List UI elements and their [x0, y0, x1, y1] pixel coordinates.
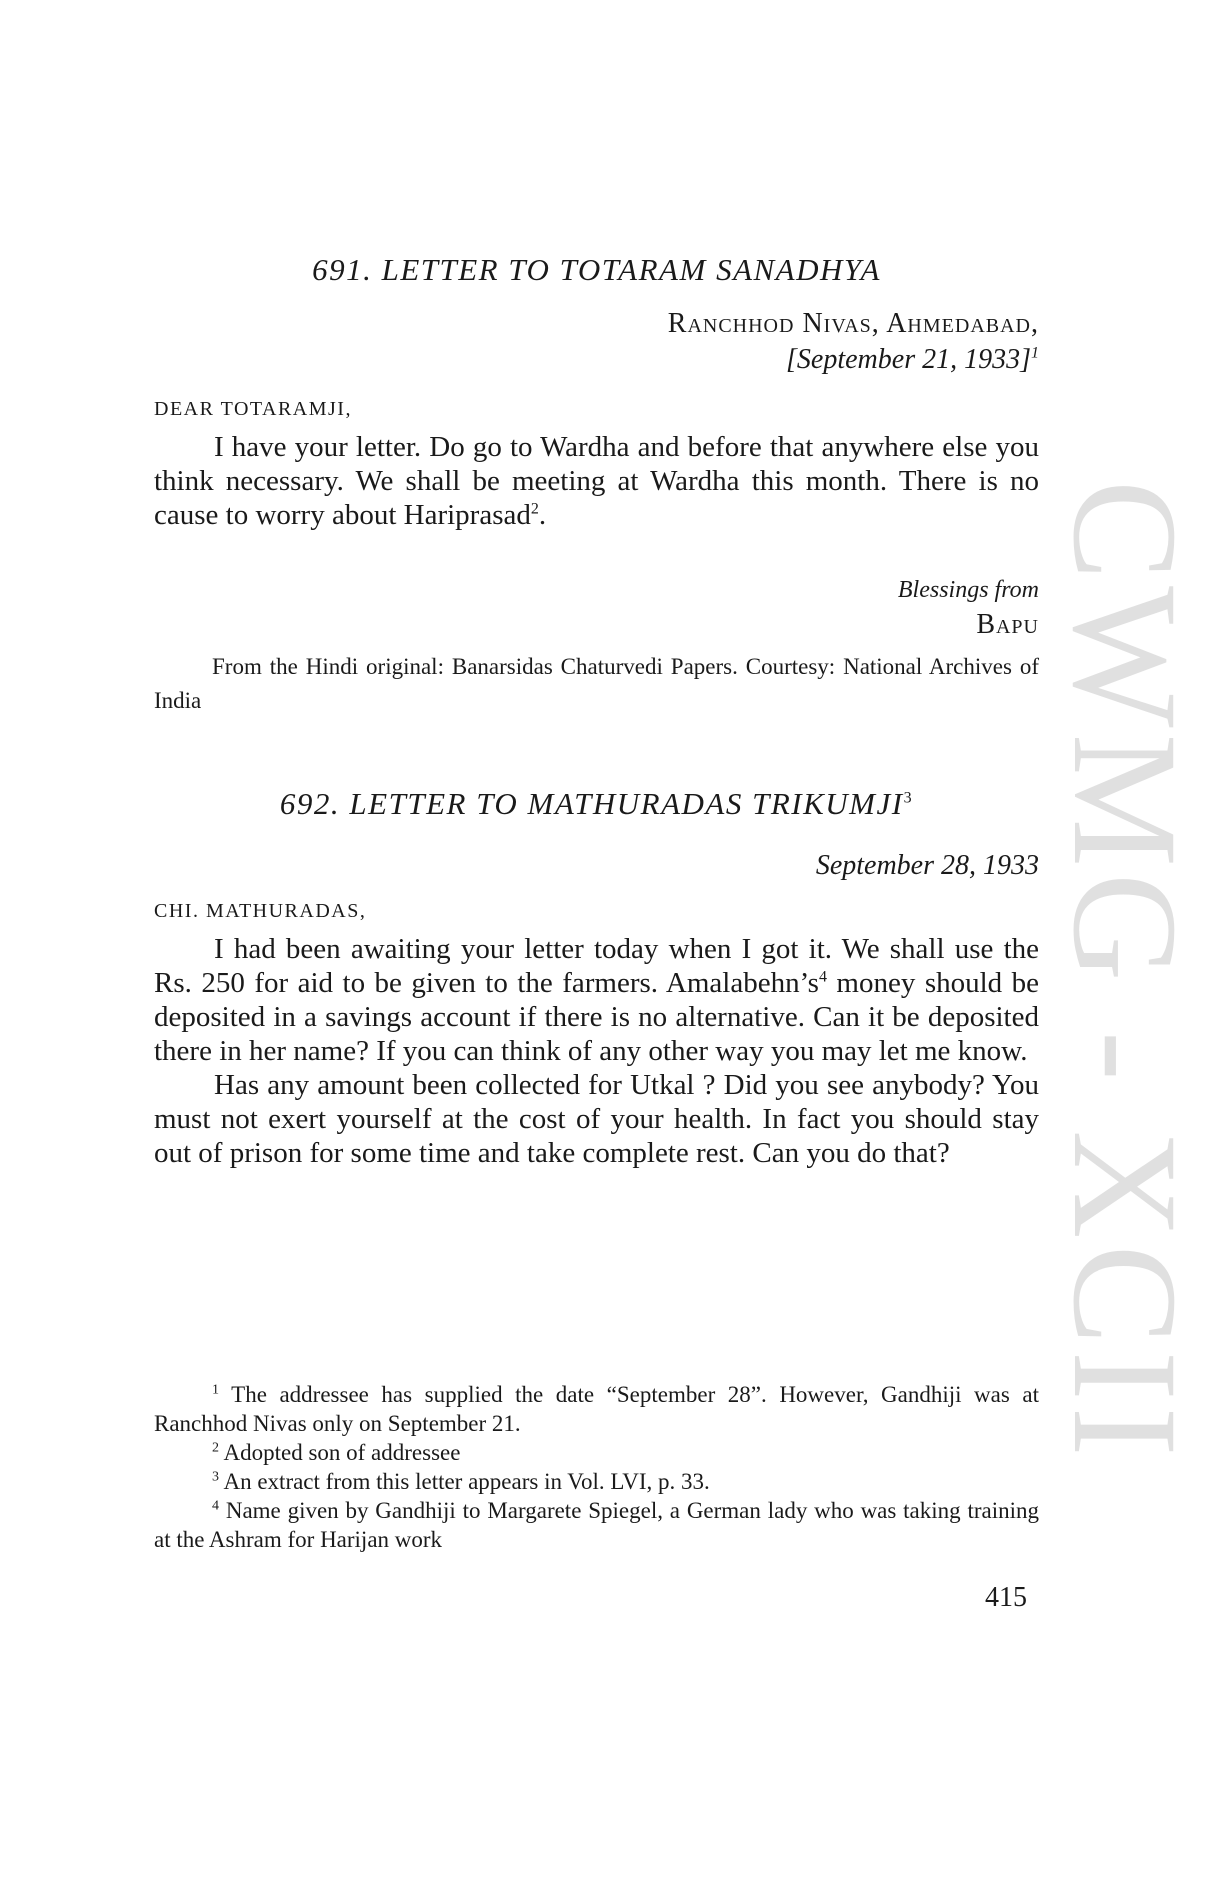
letter-692-date: September 28, 1933: [815, 850, 1039, 881]
footnote-2: [154, 1438, 1039, 1467]
letter-692-heading: 692. LETTER TO MATHURADAS TRIKUMJI: [279, 786, 904, 821]
footnotes: [154, 1380, 1039, 1554]
footnote-3-number: 3: [212, 1469, 219, 1485]
letter-691-source: From the Hindi original: Banarsidas Chaturvedi Papers. Courtesy: National Archives of India: [154, 654, 1039, 713]
letter-691-salutation: DEAR TOTARAMJI,: [154, 398, 352, 420]
footnote-1-number: 1: [212, 1382, 219, 1398]
letter-692-heading-line: [154, 786, 1039, 822]
letter-691-date: [September 21, 1933]: [786, 344, 1031, 375]
letter-691-source-block: [154, 650, 1039, 718]
letter-692-p1-text: I had been awaiting your letter today when I got it. We shall use the Rs. 250 for aid to be given to the farmers. Amalabehn’s: [154, 933, 1039, 999]
footnote-4: [154, 1496, 1039, 1554]
letter-691-body-text: I have your letter. Do go to Wardha and before that anywhere else you think necessary. We shall be meeting at Wardha this month. There is no cause to worry about Hariprasad: [154, 431, 1039, 531]
letter-692-paragraph-2: Has any amount been collected for Utkal ? Did you see anybody? You must not exert yourself at the cost of your health. In fact you should stay out of prison for some time and take complete rest. Can you do that?: [154, 1069, 1039, 1169]
footnote-2-number: 2: [212, 1440, 219, 1456]
letter-691-heading: 691. LETTER TO TOTARAM SANADHYA: [312, 252, 881, 287]
footnote-ref-3: 3: [903, 789, 914, 807]
footnote-ref-2: 2: [530, 500, 539, 518]
footnote-1-text: The addressee has supplied the date “September 28”. However, Gandhiji was at Ranchhod Nivas only on September 21.: [154, 1382, 1039, 1436]
letter-691-body-end: .: [538, 499, 547, 531]
footnote-3: [154, 1467, 1039, 1496]
letter-691-signature: Bapu: [976, 609, 1039, 640]
letter-692-paragraph-1: [154, 932, 1039, 1068]
letter-692-salutation-block: [154, 900, 1039, 923]
footnote-4-number: 4: [212, 1498, 219, 1514]
letter-692-salutation: CHI. MATHURADAS,: [154, 900, 367, 922]
letter-692-p1-rest: money should be deposited in a savings account if there is no alternative. Can it be deposited there in her name? If you can think of any other way you may let me know.: [154, 967, 1040, 1067]
letter-691: [154, 252, 1039, 288]
footnote-1: [154, 1380, 1039, 1438]
watermark: CWMG - XCII: [1042, 480, 1208, 1463]
letter-691-salutation-block: [154, 398, 1039, 421]
letter-692-date-block: [154, 848, 1039, 884]
footnote-3-text: An extract from this letter appears in Vol. LVI, p. 33.: [223, 1469, 710, 1494]
letter-691-body-block: [154, 430, 1039, 532]
letter-691-address-block: [154, 306, 1039, 378]
letter-691-closing-block: [154, 573, 1039, 643]
page-number: 415: [985, 1582, 1027, 1613]
letter-692-body-block: [154, 932, 1039, 1170]
letter-692: [154, 786, 1039, 822]
footnote-ref-4: 4: [818, 968, 827, 986]
letter-691-date-line: [154, 342, 1039, 378]
footnote-4-text: Name given by Gandhiji to Margarete Spiegel, a German lady who was taking training at the Ashram for Harijan work: [154, 1498, 1040, 1552]
letter-691-closing: Blessings from: [897, 577, 1039, 603]
letter-691-address: Ranchhod Nivas, Ahmedabad,: [667, 308, 1039, 339]
letter-691-body: [154, 430, 1039, 532]
footnote-2-text: Adopted son of addressee: [223, 1440, 461, 1465]
footnote-ref-1: 1: [1031, 344, 1039, 362]
